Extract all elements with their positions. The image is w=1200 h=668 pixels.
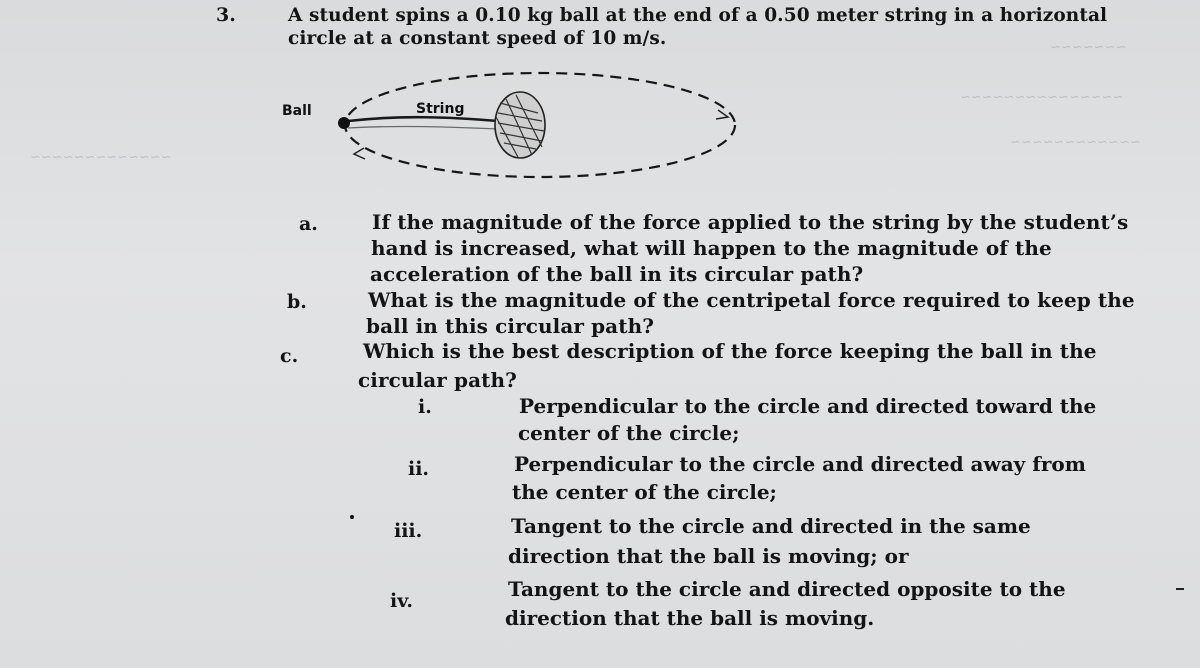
stray-mark [1176, 588, 1184, 590]
option-iii-label: iii. [394, 520, 423, 542]
ball-label: Ball [282, 103, 312, 119]
part-b-label: b. [287, 291, 307, 313]
option-i-line-1: Perpendicular to the circle and directed toward the [519, 394, 1097, 418]
part-a-label: a. [299, 213, 318, 235]
option-iii-line-1: Tangent to the circle and directed in the same [511, 514, 1031, 538]
bleed-through-text: ~~~~~~~~~~~~~ [30, 150, 172, 165]
circular-motion-diagram [270, 55, 790, 205]
option-ii-line-1: Perpendicular to the circle and directed away from [514, 452, 1086, 476]
question-stem-line-1: A student spins a 0.10 kg ball at the end of a 0.50 meter string in a horizontal [288, 5, 1108, 26]
part-c-line-1: Which is the best description of the force keeping the ball in the [363, 339, 1097, 363]
ball-icon [338, 117, 350, 129]
stray-mark [350, 515, 354, 519]
string-label: String [416, 101, 465, 117]
option-i-line-2: center of the circle; [518, 421, 740, 445]
part-a-line-3: acceleration of the ball in its circular path? [370, 262, 864, 286]
string-line [348, 117, 498, 121]
part-c-label: c. [280, 345, 299, 367]
hand-icon [495, 92, 545, 158]
option-iv-label: iv. [390, 590, 413, 612]
part-b-line-1: What is the magnitude of the centripetal force required to keep the [368, 288, 1135, 312]
part-a-line-2: hand is increased, what will happen to the magnitude of the [371, 236, 1052, 260]
question-number: 3. [216, 4, 236, 26]
diagram-svg [270, 55, 790, 205]
option-iv-line-2: direction that the ball is moving. [505, 606, 875, 630]
bleed-through-text: ~~~~~~~ [1050, 40, 1127, 55]
option-ii-line-2: the center of the circle; [512, 480, 777, 504]
option-iv-line-1: Tangent to the circle and directed opposite to the [508, 577, 1066, 601]
bleed-through-text: ~~~~~~~~~~~~~~~ [960, 90, 1124, 105]
option-ii-label: ii. [408, 458, 430, 480]
question-stem-line-2: circle at a constant speed of 10 m/s. [288, 28, 667, 49]
part-a-line-1: If the magnitude of the force applied to the string by the student’s [372, 210, 1129, 234]
part-b-line-2: ball in this circular path? [366, 314, 655, 338]
part-c-line-2: circular path? [358, 368, 517, 392]
bleed-through-text: ~~~~~~~~~~~~ [1010, 135, 1141, 150]
option-i-label: i. [418, 396, 432, 418]
option-iii-line-2: direction that the ball is moving; or [508, 544, 909, 568]
